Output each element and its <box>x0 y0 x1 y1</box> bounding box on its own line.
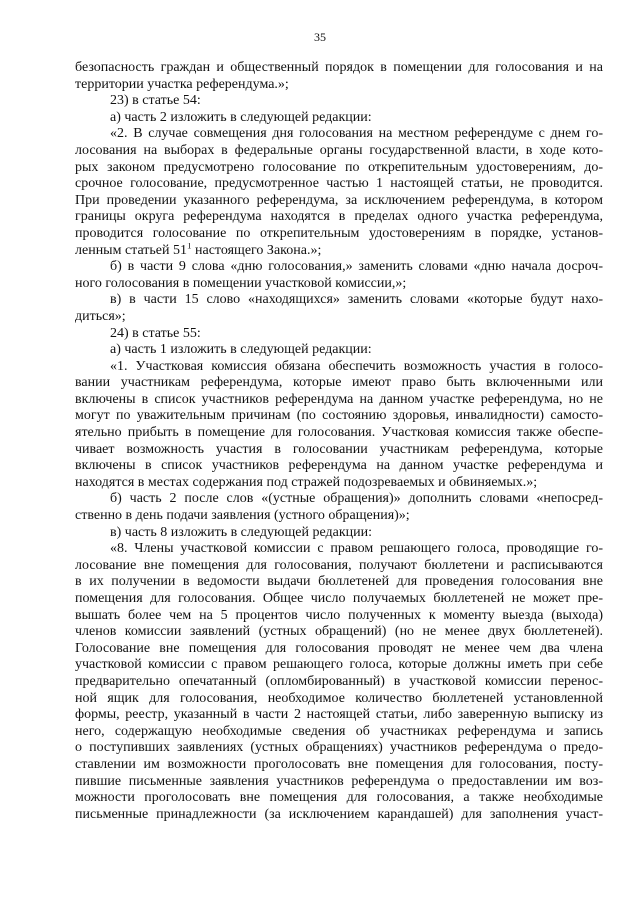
text-line: ного голосования в помещении участковой комиссии,»; <box>75 275 407 291</box>
text-line: а) часть 2 изложить в следующей редакции: <box>110 109 372 125</box>
text-line: чивает возможность участия в голосовании участникам референдума, которые <box>75 441 603 457</box>
text-line: проводится голосование по открепительным удостоверениям в порядке, установ- <box>75 225 603 241</box>
document-body <box>75 60 603 823</box>
text-line: ставлении им возможности проголосовать вне помещения для голосования, посту- <box>75 756 603 772</box>
text-line: ятельно прибыть в помещение для голосования. Участковая комиссия также обеспе- <box>75 425 603 441</box>
text-line: «8. Члены участковой комиссии с правом решающего голоса, проводящие го- <box>110 541 603 557</box>
text-line: диться»; <box>75 308 126 324</box>
text-line: «1. Участковая комиссия обязана обеспечить возможность участия в голосо- <box>110 358 603 374</box>
superscript: 1 <box>187 242 192 250</box>
text-line: Голосование вне помещения для голосования проводят не менее чем два члена <box>75 640 603 656</box>
text-line: предварительно опечатанный (опломбированный) в участковой комиссии перенос- <box>75 673 603 689</box>
page-number: 35 <box>314 30 326 44</box>
text-line: помещения для голосования. Общее число получаемых бюллетеней не может пре- <box>75 591 603 606</box>
text-line: в) в части 15 слово «находящихся» заменить словами «которые будут нахо- <box>110 292 603 308</box>
text-line: территории участка референдума.»; <box>75 76 289 92</box>
text-line: срочное голосование, предусмотренное частью 1 настоящей статьи, не проводится. <box>75 176 603 192</box>
text-line: пившие письменные заявления участников референдума о предоставлении им воз- <box>75 773 603 789</box>
text-line: него, содержащую необходимые сведения об участниках референдума и запись <box>75 723 603 739</box>
text-line: письменные принадлежности (за исключением карандашей) для заполнения участ- <box>75 806 603 822</box>
text-line: участковой комиссии с правом решающего голоса, которые должны иметь при себе <box>75 657 603 673</box>
text-line: безопасность граждан и общественный порядок в помещении для голосования и на <box>75 60 603 75</box>
text-line: находятся в местах содержания под стражей подозреваемых и обвиняемых.»; <box>75 474 538 490</box>
text-line: включены в список участников референдума на данном участке референдума, но не <box>75 391 603 407</box>
text-line: б) часть 2 после слов «(устные обращения)» дополнить словами «непосред- <box>110 491 603 507</box>
text-line: 24) в статье 55: <box>110 325 201 341</box>
text-line: «2. В случае совмещения дня голосования на местном референдуме с днем го- <box>110 126 603 142</box>
text-line: ленным статьей $51^1$ настоящего Закона.»; <box>75 243 603 260</box>
text-line: формы, реестр, указанный в части 2 настоящей статьи, либо заверенную выписку из <box>75 707 603 723</box>
text-line: лосования на выборах в федеральные органы государственной власти, в ходе кото- <box>75 142 603 158</box>
text-line: вании участникам референдума, которые имеют право быть включенными или <box>75 375 603 391</box>
text-line: лосование вне помещения для голосования, получают бюллетени и расписываются <box>75 557 603 573</box>
text-line: вышать более чем на 5 процентов число полученных к моменту выезда (выхода) <box>75 607 603 623</box>
text-line: б) в части 9 слова «дню голосования,» заменить словами «дню начала досроч- <box>110 259 603 275</box>
text-line: а) часть 1 изложить в следующей редакции: <box>110 342 372 358</box>
text-line: членов комиссии заявлений (устных обращений) (но не менее двух бюллетеней). <box>75 624 603 640</box>
text-line: могут по уважительным причинам (по состоянию здоровья, инвалидности) самосто- <box>75 408 603 424</box>
text-line: ственно в день подачи заявления (устного обращения)»; <box>75 508 410 524</box>
text-line: При проведении указанного референдума, за исключением референдума, в котором <box>75 192 603 208</box>
text-line: рых законом предусмотрено голосование по открепительным удостоверениям, до- <box>75 159 603 175</box>
text-line: включены в список участников референдума на данном участке референдума и <box>75 458 603 474</box>
text-line: 23) в статье 54: <box>110 93 201 109</box>
text-line: границы округа референдума находятся в пределах одного участка референдума, <box>75 209 603 225</box>
text-line: ной ящик для голосования, необходимое количество бюллетеней установленной <box>75 690 603 706</box>
text-line: можности проголосовать вне помещения для голосования, а также необходимые <box>75 790 603 806</box>
text-line: в их получении в ведомости выдачи бюллетеней для проведения голосования вне <box>75 574 603 590</box>
text-line: в) часть 8 изложить в следующей редакции: <box>110 524 373 540</box>
text-line: о поступивших заявлениях (устных обращениях) участников референдума о предо- <box>75 740 603 756</box>
